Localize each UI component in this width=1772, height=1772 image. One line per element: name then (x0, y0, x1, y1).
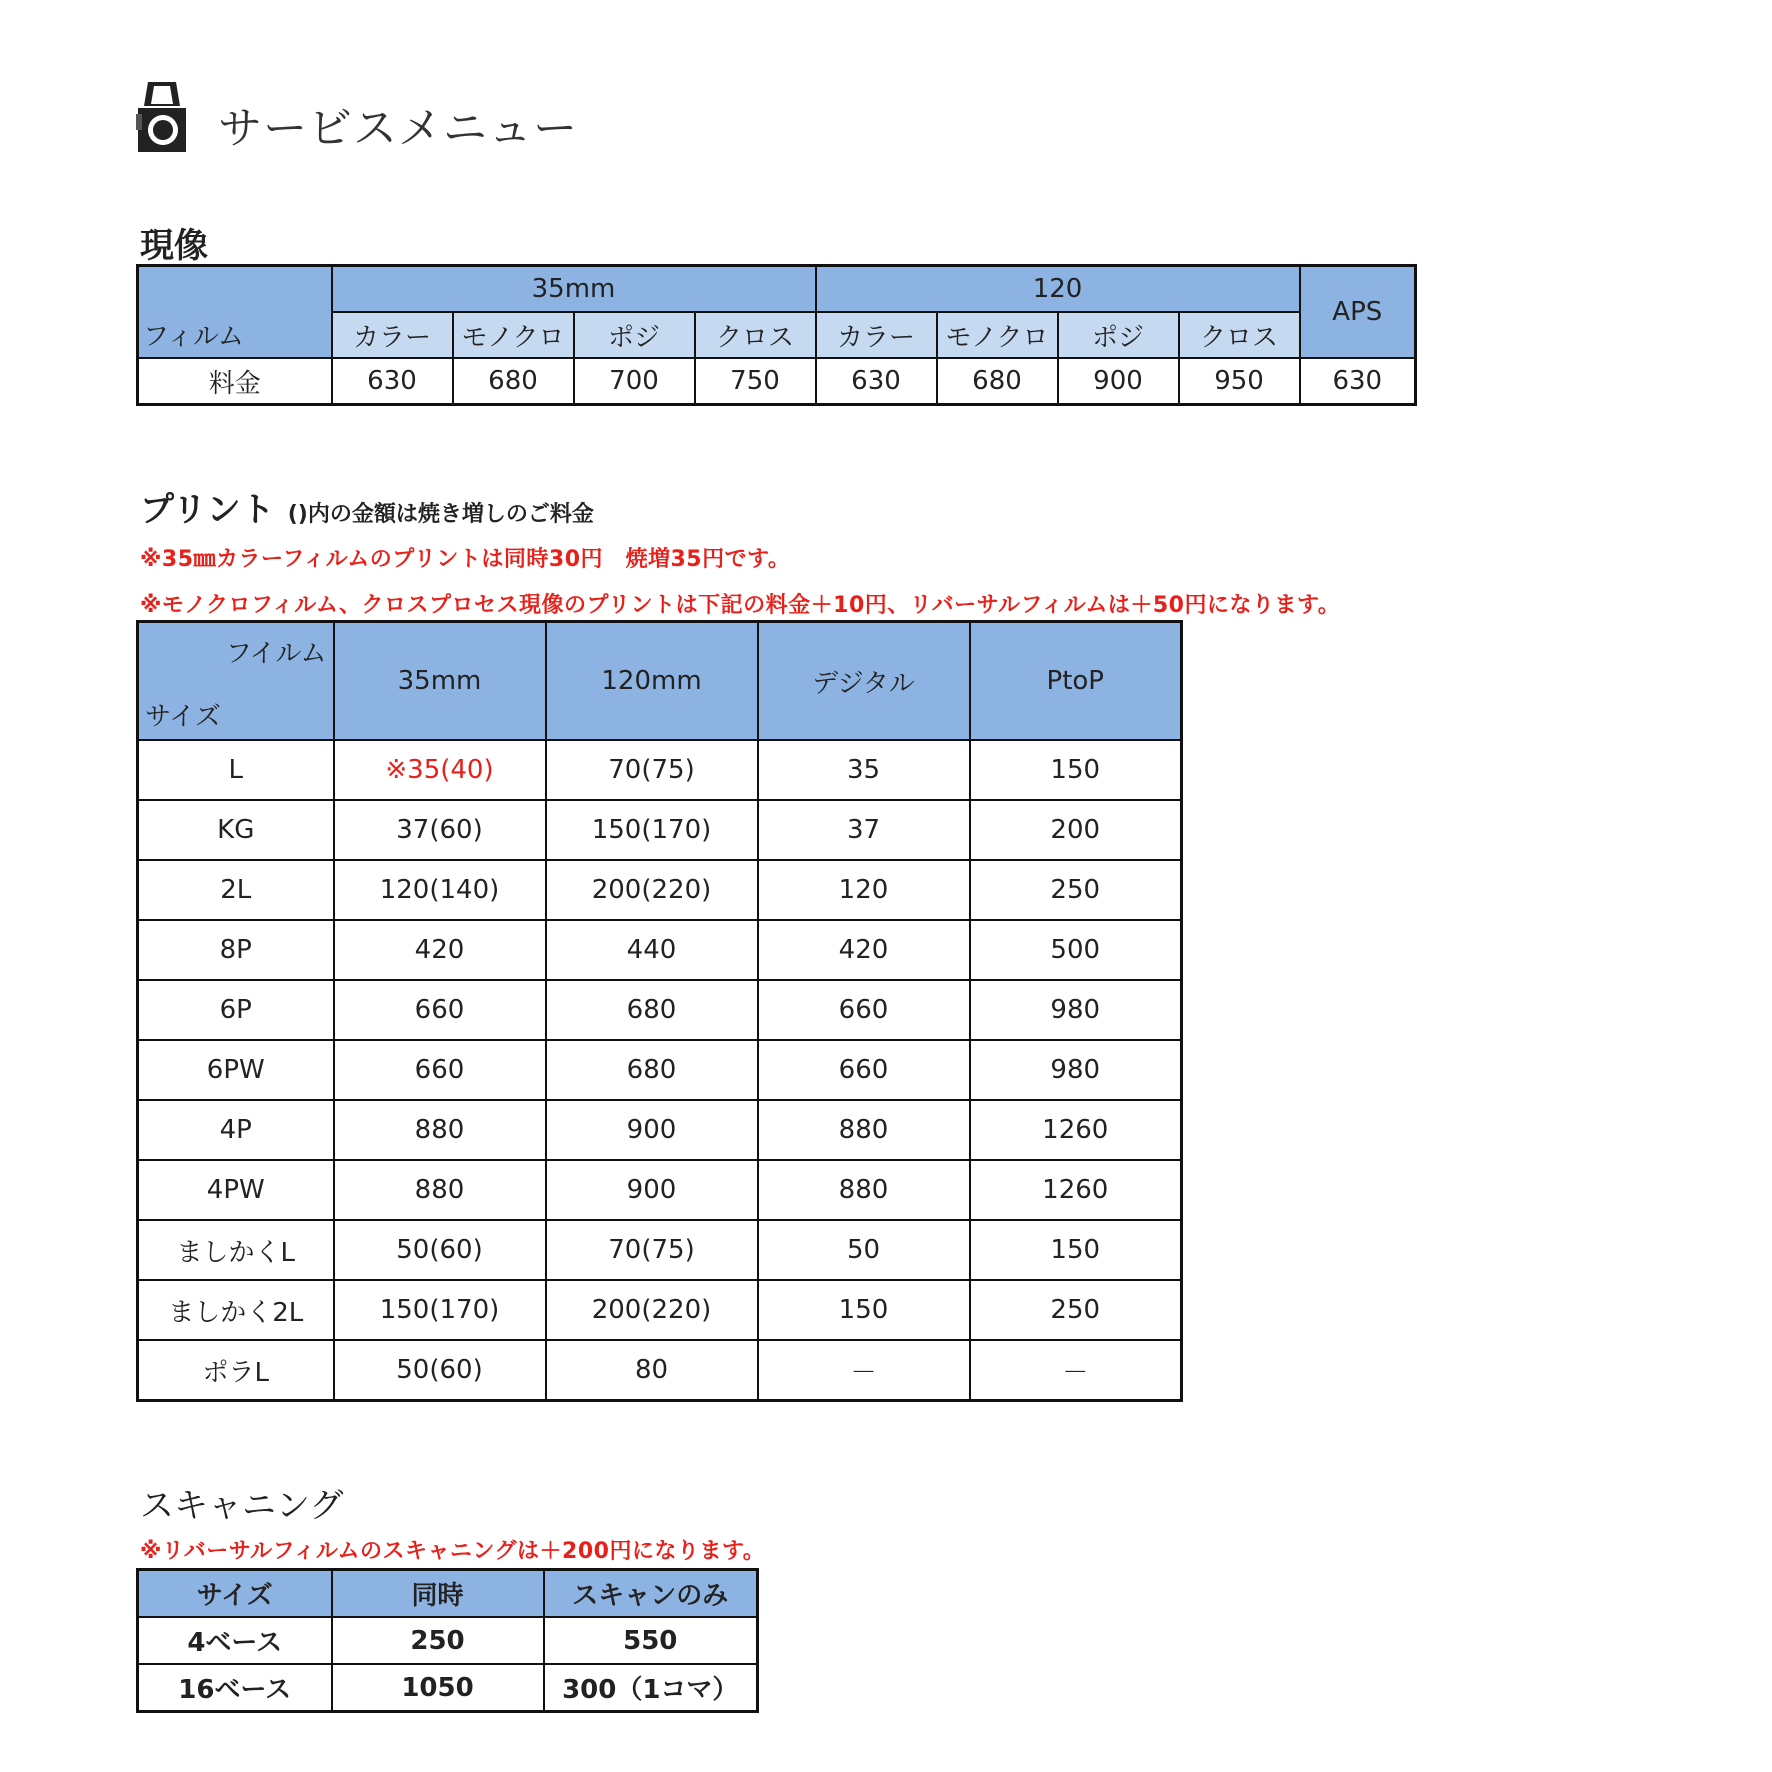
price-ptop: 250 (970, 860, 1182, 920)
table-row (138, 1617, 758, 1664)
column-header: 35mm (334, 622, 546, 741)
price-ptop: 1260 (970, 1100, 1182, 1160)
aps-header: APS (1300, 266, 1416, 359)
type-header: クロス (695, 312, 816, 358)
page-title: サービスメニュー (218, 103, 578, 154)
print-title: プリント (140, 490, 275, 530)
price-120mm: 150(170) (546, 800, 758, 860)
price-digital: 120 (758, 860, 970, 920)
price-35mm: 50(60) (334, 1340, 546, 1401)
table-row (138, 1100, 1182, 1160)
column-header: 同時 (332, 1570, 544, 1618)
size-cell: KG (138, 800, 334, 860)
price-ptop: 150 (970, 1220, 1182, 1280)
print-price-table (136, 620, 1183, 1402)
price-120mm: 200(220) (546, 860, 758, 920)
table-row (138, 1160, 1182, 1220)
price-ptop: － (970, 1340, 1182, 1401)
price-cell: 630 (1300, 358, 1416, 405)
film-header: フィルム (138, 266, 332, 359)
size-cell: 4ベース (138, 1617, 332, 1664)
price-simultaneous: 250 (332, 1617, 544, 1664)
table-row (138, 860, 1182, 920)
type-header: ポジ (574, 312, 695, 358)
price-digital: 50 (758, 1220, 970, 1280)
price-digital: － (758, 1340, 970, 1401)
price-35mm: 120(140) (334, 860, 546, 920)
size-cell: 4P (138, 1100, 334, 1160)
price-120mm: 900 (546, 1100, 758, 1160)
print-heading (140, 482, 594, 531)
print-note-color: ※35㎜カラーフィルムのプリントは同時30円 焼増35円です。 (140, 547, 791, 572)
price-scan-only: 550 (544, 1617, 758, 1664)
type-header: モノクロ (453, 312, 574, 358)
price-120mm: 200(220) (546, 1280, 758, 1340)
table-row (138, 1280, 1182, 1340)
price-35mm: 150(170) (334, 1280, 546, 1340)
corner-header (138, 622, 334, 741)
type-header: ポジ (1058, 312, 1179, 358)
size-cell: ましかく2L (138, 1280, 334, 1340)
column-header: スキャンのみ (544, 1570, 758, 1618)
price-cell: 950 (1179, 358, 1300, 405)
price-35mm: ※35(40) (334, 740, 546, 800)
scanning-title: スキャニング (140, 1486, 344, 1526)
price-35mm: 50(60) (334, 1220, 546, 1280)
price-cell: 680 (453, 358, 574, 405)
price-simultaneous: 1050 (332, 1664, 544, 1712)
price-ptop: 150 (970, 740, 1182, 800)
price-ptop: 980 (970, 980, 1182, 1040)
price-120mm: 80 (546, 1340, 758, 1401)
price-cell: 680 (937, 358, 1058, 405)
price-35mm: 660 (334, 980, 546, 1040)
size-cell: 4PW (138, 1160, 334, 1220)
group-35mm-header: 35mm (332, 266, 816, 313)
scanning-note: ※リバーサルフィルムのスキャニングは＋200円になります。 (140, 1539, 766, 1564)
type-header: モノクロ (937, 312, 1058, 358)
price-120mm: 440 (546, 920, 758, 980)
column-header: デジタル (758, 622, 970, 741)
column-header: PtoP (970, 622, 1182, 741)
price-120mm: 70(75) (546, 1220, 758, 1280)
scanning-table (136, 1568, 759, 1713)
price-35mm: 37(60) (334, 800, 546, 860)
table-row (138, 800, 1182, 860)
price-120mm: 900 (546, 1160, 758, 1220)
size-cell: ポラL (138, 1340, 334, 1401)
table-row (138, 1040, 1182, 1100)
table-row (138, 980, 1182, 1040)
price-ptop: 250 (970, 1280, 1182, 1340)
price-120mm: 680 (546, 980, 758, 1040)
price-digital: 880 (758, 1100, 970, 1160)
table-row (138, 1220, 1182, 1280)
price-digital: 35 (758, 740, 970, 800)
table-row (138, 920, 1182, 980)
price-35mm: 660 (334, 1040, 546, 1100)
table-row (138, 1340, 1182, 1401)
price-digital: 660 (758, 980, 970, 1040)
price-digital: 420 (758, 920, 970, 980)
price-35mm: 420 (334, 920, 546, 980)
camera-icon (136, 78, 188, 154)
size-cell: 6P (138, 980, 334, 1040)
price-digital: 37 (758, 800, 970, 860)
price-cell: 750 (695, 358, 816, 405)
price-digital: 150 (758, 1280, 970, 1340)
price-ptop: 980 (970, 1040, 1182, 1100)
price-label: 料金 (138, 358, 332, 405)
print-subtitle: ()内の金額は焼き増しのご料金 (287, 502, 594, 527)
price-35mm: 880 (334, 1100, 546, 1160)
price-digital: 660 (758, 1040, 970, 1100)
column-header: サイズ (138, 1570, 332, 1618)
group-120-header: 120 (816, 266, 1300, 313)
corner-size-label: サイズ (145, 702, 221, 732)
type-header: カラー (816, 312, 937, 358)
development-table (136, 264, 1417, 406)
price-120mm: 680 (546, 1040, 758, 1100)
size-cell: 6PW (138, 1040, 334, 1100)
size-cell: L (138, 740, 334, 800)
type-header: カラー (332, 312, 453, 358)
price-scan-only: 300（1コマ） (544, 1664, 758, 1712)
size-cell: 16ベース (138, 1664, 332, 1712)
price-digital: 880 (758, 1160, 970, 1220)
price-ptop: 500 (970, 920, 1182, 980)
price-cell: 900 (1058, 358, 1179, 405)
price-cell: 700 (574, 358, 695, 405)
print-note-mono: ※モノクロフィルム、クロスプロセス現像のプリントは下記の料金＋10円、リバーサルフィルムは＋50円になります。 (140, 593, 1341, 618)
size-cell: 2L (138, 860, 334, 920)
price-35mm: 880 (334, 1160, 546, 1220)
size-cell: ましかくL (138, 1220, 334, 1280)
table-row (138, 740, 1182, 800)
price-cell: 630 (332, 358, 453, 405)
price-ptop: 200 (970, 800, 1182, 860)
development-title: 現像 (140, 226, 208, 266)
price-120mm: 70(75) (546, 740, 758, 800)
column-header: 120mm (546, 622, 758, 741)
size-cell: 8P (138, 920, 334, 980)
corner-film-label: フイルム (225, 639, 327, 669)
price-cell: 630 (816, 358, 937, 405)
type-header: クロス (1179, 312, 1300, 358)
price-ptop: 1260 (970, 1160, 1182, 1220)
table-row (138, 1664, 758, 1712)
